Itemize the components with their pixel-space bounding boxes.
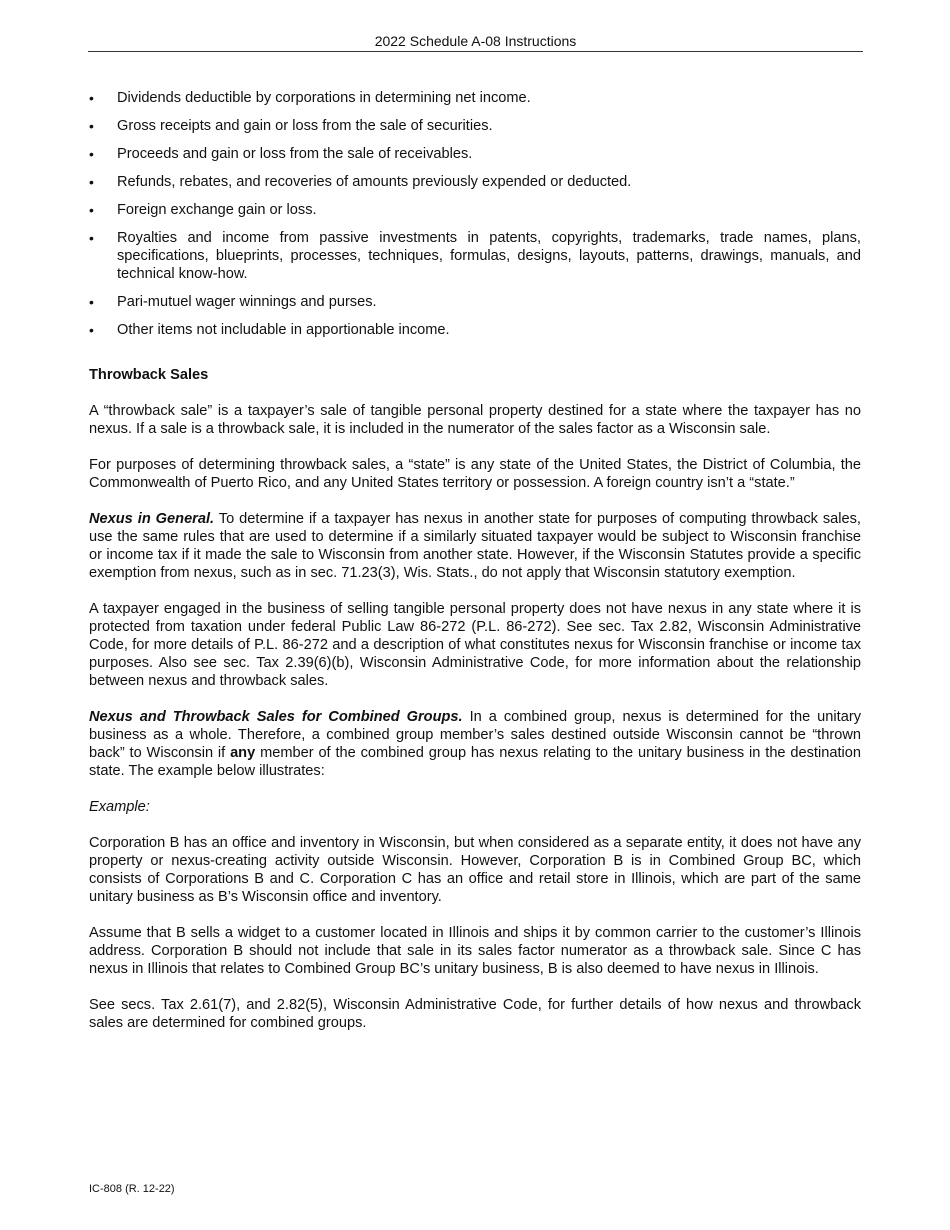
emphasis-any: any bbox=[230, 745, 256, 761]
bullet-list bbox=[89, 89, 861, 339]
list-item: • Dividends deductible by corporations in determining net income. bbox=[89, 89, 861, 107]
paragraph-nexus-in-general bbox=[89, 510, 861, 582]
document-body bbox=[89, 89, 861, 1050]
list-item: • Refunds, rebates, and recoveries of amounts previously expended or deducted. bbox=[89, 173, 861, 191]
paragraph-combined-groups bbox=[89, 708, 861, 780]
page-footer-form-id: IC-808 (R. 12-22) bbox=[89, 1183, 175, 1195]
paragraph-example-1: Corporation B has an office and inventory in Wisconsin, but when considered as a separate entity, it does not have any property or nexus-creating activity outside Wisconsin. However, Corporation B is in Combined Group BC, which consists of Corporations B and C. Corporation C has an office and retail store in Illinois, which are part of the same unitary business as B’s Wisconsin office and inventory. bbox=[89, 835, 861, 905]
list-item: • Royalties and income from passive investments in patents, copyrights, trademarks, trade names, plans, specifications, blueprints, processes, techniques, formulas, designs, layouts, patterns, drawings, manuals, and technical know-how. bbox=[89, 229, 861, 283]
list-item: • Gross receipts and gain or loss from the sale of securities. bbox=[89, 117, 861, 135]
paragraph-closing: See secs. Tax 2.61(7), and 2.82(5), Wisconsin Administrative Code, for further details of how nexus and throwback sales are determined for combined groups. bbox=[89, 997, 861, 1031]
paragraph-public-law: A taxpayer engaged in the business of selling tangible personal property does not have nexus in any state where it is protected from taxation under federal Public Law 86-272 (P.L. 86-272). See sec. Tax 2.82, Wisconsin Administrative Code, for more details of P.L. 86-272 and a description of what constitutes nexus for Wisconsin franchise or income tax purposes. Also see sec. Tax 2.39(6)(b), Wisconsin Administrative Code, for more information about the relationship between nexus and throwback sales. bbox=[89, 601, 861, 689]
paragraph-text: In a combined group, nexus is determined for the unitary business as a whole. Therefore, a combined group member’s sales destined outside Wisconsin cannot be “thrown back” to Wisconsin if bbox=[89, 709, 861, 761]
list-item: • Foreign exchange gain or loss. bbox=[89, 201, 861, 219]
runin-heading-nexus-in-general: Nexus in General. bbox=[89, 511, 215, 527]
paragraph-throwback-definition: A “throwback sale” is a taxpayer’s sale of tangible personal property destined for a state where the taxpayer has no nexus. If a sale is a throwback sale, it is included in the numerator of the sales factor as a Wisconsin sale. bbox=[89, 403, 861, 437]
list-item: • Other items not includable in apportionable income. bbox=[89, 321, 861, 339]
paragraph-example-2: Assume that B sells a widget to a customer located in Illinois and ships it by common carrier to the customer’s Illinois address. Corporation B should not include that sale in its sales factor numerator as a throwback sale. Since C has nexus in Illinois that relates to Combined Group BC’s unitary business, B is also deemed to have nexus in Illinois. bbox=[89, 925, 861, 977]
list-item: • Proceeds and gain or loss from the sale of receivables. bbox=[89, 145, 861, 163]
paragraph-text: member of the combined group has nexus relating to the unitary business in the destination state. The example below illustrates: bbox=[89, 745, 861, 779]
paragraph-text: To determine if a taxpayer has nexus in another state for purposes of computing throwback sales, use the same rules that are used to determine if a similarly situated taxpayer would be subject to Wisconsin franchise or income tax if it made the sale to Wisconsin from another state. However, if the Wisconsin Statutes provide a specific exemption from nexus, such as in sec. 71.23(3), Wis. Stats., do not apply that Wisconsin statutory exemption. bbox=[89, 511, 861, 581]
page-header: 2022 Schedule A-08 Instructions bbox=[88, 33, 863, 52]
runin-heading-combined-groups: Nexus and Throwback Sales for Combined Groups. bbox=[89, 709, 463, 725]
section-heading-throwback-sales: Throwback Sales bbox=[89, 367, 209, 383]
list-item: • Pari-mutuel wager winnings and purses. bbox=[89, 293, 861, 311]
example-label: Example: bbox=[89, 799, 150, 815]
paragraph-state-definition: For purposes of determining throwback sales, a “state” is any state of the United States, the District of Columbia, the Commonwealth of Puerto Rico, and any United States territory or possession. A foreign country isn’t a “state.” bbox=[89, 457, 861, 491]
